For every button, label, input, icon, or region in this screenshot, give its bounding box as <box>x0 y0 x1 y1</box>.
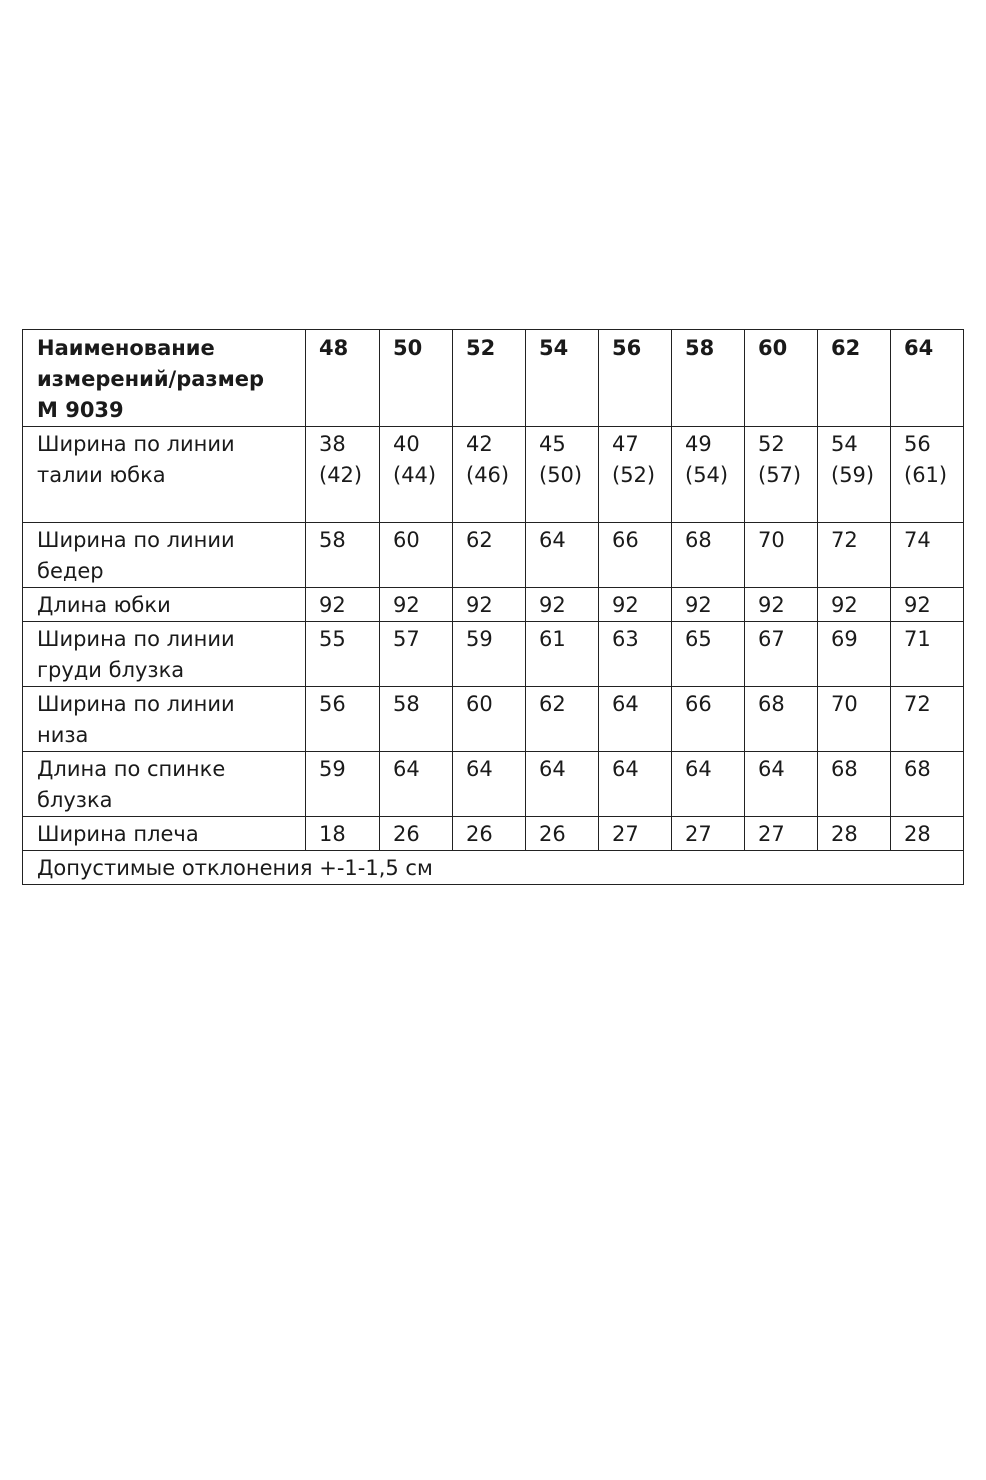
row-label-cell: Ширина по линии бедер <box>23 523 306 588</box>
row-label-cell: Длина по спинке блузка <box>23 752 306 817</box>
value-cell: 64 <box>745 752 818 817</box>
value-cell: 45 (50) <box>526 427 599 523</box>
value-cell: 59 <box>306 752 380 817</box>
value-cell: 18 <box>306 817 380 851</box>
value-cell: 63 <box>599 622 672 687</box>
value-cell: 64 <box>380 752 453 817</box>
value-cell: 67 <box>745 622 818 687</box>
value-cell: 64 <box>526 752 599 817</box>
header-size-cell: 52 <box>453 330 526 427</box>
value-cell: 74 <box>891 523 964 588</box>
value-cell: 26 <box>453 817 526 851</box>
value-cell: 49 (54) <box>672 427 745 523</box>
value-cell: 70 <box>745 523 818 588</box>
row-label-cell: Ширина по линии груди блузка <box>23 622 306 687</box>
value-cell: 64 <box>453 752 526 817</box>
value-cell: 28 <box>891 817 964 851</box>
value-cell: 47 (52) <box>599 427 672 523</box>
table-row <box>23 622 964 687</box>
value-cell: 56 (61) <box>891 427 964 523</box>
value-cell: 92 <box>526 588 599 622</box>
value-cell: 60 <box>380 523 453 588</box>
tolerance-note: Допустимые отклонения +-1-1,5 см <box>23 851 964 885</box>
value-cell: 92 <box>672 588 745 622</box>
value-cell: 92 <box>745 588 818 622</box>
row-label-cell: Длина юбки <box>23 588 306 622</box>
value-cell: 66 <box>599 523 672 588</box>
row-label-cell: Ширина по линии талии юбка <box>23 427 306 523</box>
value-cell: 42 (46) <box>453 427 526 523</box>
value-cell: 55 <box>306 622 380 687</box>
header-size-cell: 50 <box>380 330 453 427</box>
value-cell: 52 (57) <box>745 427 818 523</box>
value-cell: 92 <box>891 588 964 622</box>
value-cell: 68 <box>891 752 964 817</box>
row-label-cell: Ширина плеча <box>23 817 306 851</box>
value-cell: 92 <box>380 588 453 622</box>
value-cell: 65 <box>672 622 745 687</box>
table-header-row <box>23 330 964 427</box>
header-size-cell: 56 <box>599 330 672 427</box>
value-cell: 27 <box>599 817 672 851</box>
value-cell: 64 <box>672 752 745 817</box>
value-cell: 64 <box>599 687 672 752</box>
value-cell: 70 <box>818 687 891 752</box>
value-cell: 61 <box>526 622 599 687</box>
table-row <box>23 523 964 588</box>
value-cell: 38 (42) <box>306 427 380 523</box>
header-size-cell: 54 <box>526 330 599 427</box>
value-cell: 68 <box>672 523 745 588</box>
value-cell: 71 <box>891 622 964 687</box>
table-row <box>23 752 964 817</box>
table-row <box>23 427 964 523</box>
table-row <box>23 817 964 851</box>
value-cell: 26 <box>380 817 453 851</box>
header-size-cell: 60 <box>745 330 818 427</box>
value-cell: 69 <box>818 622 891 687</box>
value-cell: 72 <box>818 523 891 588</box>
value-cell: 72 <box>891 687 964 752</box>
size-chart-table <box>22 329 964 885</box>
value-cell: 28 <box>818 817 891 851</box>
header-label-cell: Наименование измерений/размер М 9039 <box>23 330 306 427</box>
value-cell: 58 <box>380 687 453 752</box>
value-cell: 62 <box>453 523 526 588</box>
value-cell: 64 <box>599 752 672 817</box>
header-size-cell: 62 <box>818 330 891 427</box>
value-cell: 60 <box>453 687 526 752</box>
header-size-cell: 64 <box>891 330 964 427</box>
value-cell: 27 <box>672 817 745 851</box>
value-cell: 59 <box>453 622 526 687</box>
value-cell: 66 <box>672 687 745 752</box>
header-size-cell: 58 <box>672 330 745 427</box>
value-cell: 68 <box>745 687 818 752</box>
table-row <box>23 687 964 752</box>
header-size-cell: 48 <box>306 330 380 427</box>
value-cell: 92 <box>599 588 672 622</box>
value-cell: 92 <box>306 588 380 622</box>
value-cell: 62 <box>526 687 599 752</box>
value-cell: 27 <box>745 817 818 851</box>
value-cell: 68 <box>818 752 891 817</box>
table-note-row <box>23 851 964 885</box>
value-cell: 57 <box>380 622 453 687</box>
value-cell: 92 <box>818 588 891 622</box>
value-cell: 64 <box>526 523 599 588</box>
value-cell: 56 <box>306 687 380 752</box>
value-cell: 54 (59) <box>818 427 891 523</box>
table-row <box>23 588 964 622</box>
row-label-cell: Ширина по линии низа <box>23 687 306 752</box>
value-cell: 26 <box>526 817 599 851</box>
value-cell: 92 <box>453 588 526 622</box>
value-cell: 58 <box>306 523 380 588</box>
value-cell: 40 (44) <box>380 427 453 523</box>
